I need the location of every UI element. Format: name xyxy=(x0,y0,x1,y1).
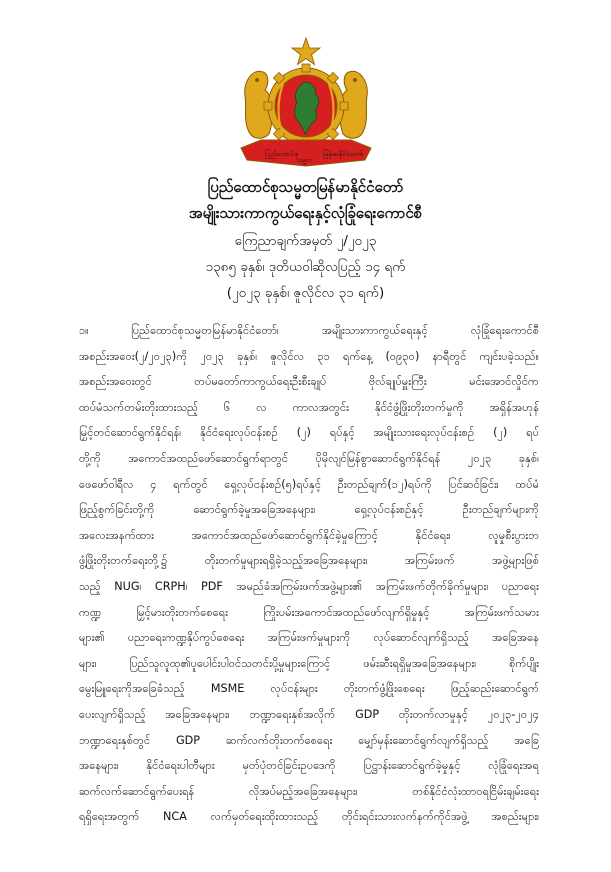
announcement-number: ကြေညာချက်အမှတ် ၂/၂၀၂၃ xyxy=(234,233,377,249)
paragraph-line: တို့ကို အကောင်အထည်ဖော်ဆောင်ရွက်ရာတွင် ပိုမိုလျင်မြန်စွာဆောင်ရွက်နိုင်ရန် ၂၀၂၃ ခုနှစ်၊ xyxy=(79,451,539,465)
paragraph-line: ဖွံ့ဖြိုးတိုးတက်ရေးတို့၌ တိုးတက်မှုများရရှိခဲ့သည့်အခြေအနေများ၊ အကြမ်းဖက် အဖွဲ့များဖြစ် xyxy=(79,554,539,568)
document-title-line1: ပြည်ထောင်စုသမ္မတမြန်မာနိုင်ငံတော် xyxy=(207,178,404,196)
seal-text-left: ပြည်ထောင်စု xyxy=(265,150,299,158)
paragraph-1 xyxy=(79,318,539,830)
paragraph-line: အလေးအနက်ထား အကောင်အထည်ဖော်ဆောင်ရွက်နိုင်ခဲ့မှုကြောင့် နိုင်ငံရေး၊ လူမှုစီးပွားဘ xyxy=(79,528,539,542)
seal-text-right: မြန်မာနိုင်ငံတော် xyxy=(323,150,364,158)
paragraph-line: မြှင့်တင်ဆောင်ရွက်နိုင်ရန်၊ နိုင်ငံရေးလုပ်ငန်းစဉ် (၂) ရပ်နှင့် အမျိုးသားရေးလုပ်ငန်းစဉ် (၂) ရပ် xyxy=(79,426,539,440)
paragraph-line: ကဏ္ဍ မြှင့်မားတိုးတက်စေရေး ကြိုးပမ်းအကောင်အထည်ဖော်လျက်ရှိမှုနှင့် အကြမ်းဖက်သမား xyxy=(79,605,539,619)
paragraph-line: အနေများ၊ နိုင်ငံရေးပါတီများ မှတ်ပုံတင်ခြင်းဥပဒေကို ပြဋ္ဌာန်းဆောင်ရွက်ခဲ့မှုနှင့် လုံခြုံရေးအရ xyxy=(79,759,539,773)
paragraph-line: ဘဏ္ဍာရေးနှစ်တွင် GDP ဆက်လက်တိုးတက်စေရေး မျှော်မှန်းဆောင်ရွက်လျက်ရှိသည့် အခြေ xyxy=(79,733,539,747)
myanmar-date: ၁၃၈၅ ခုနှစ်၊ ဒုတိယဝါဆိုလပြည့် ၁၄ ရက် xyxy=(205,259,406,275)
paragraph-line: ထပ်မံသက်တမ်းတိုးထားသည့် ၆ လ ကာလအတွင်း နိုင်ငံဖွံ့ဖြိုးတိုးတက်မှုကို အရှိန်အဟုန် xyxy=(79,400,539,414)
paragraph-line: ဖေဖော်ဝါရီလ ၄ ရက်တွင် ရှေ့လုပ်ငန်းစဉ်(၅)ရပ်နှင့် ဦးတည်ချက်(၁၂)ရပ်ကို ပြင်ဆင်ခြင်း၊ ထပ်မံ xyxy=(79,477,539,491)
star-icon xyxy=(292,38,320,65)
paragraph-line: မွေးမြူရေးကိုအခြေခံသည့် MSME လုပ်ငန်းများ တိုးတက်ဖွံ့ဖြိုးစေရေး ဖြည့်ဆည်းဆောင်ရွက် xyxy=(79,682,539,696)
seal-text-center: သမ္မတ xyxy=(297,157,313,164)
paragraph-line: များ၊ ပြည်သူလူထု၏ပူပေါင်းပါဝင်သတင်းပို့မှုများကြောင့် ဖမ်းဆီးရရှိမှုအခြေအနေများ၊ စိုက်ပျိုး xyxy=(79,656,539,670)
state-seal-emblem xyxy=(239,36,373,168)
gregorian-date: (၂၀၂၃ ခုနှစ်၊ ဇူလိုင်လ ၃၁ ရက်) xyxy=(226,285,385,301)
paragraph-line: အစည်းအဝေး(၂/၂၀၂၃)ကို ၂၀၂၃ ခုနှစ်၊ ဇူလိုင်လ ၃၁ ရက်နေ့ (၀၉၃၀) နာရီတွင် ကျင်းပခဲ့သည်။ xyxy=(79,349,539,363)
paragraph-line: ဖြည့်စွက်ခြင်းတို့ကို ဆောင်ရွက်ခဲ့မှုအခြေအနေများ၊ ရှေ့လုပ်ငန်းစဉ်နှင့် ဦးတည်ချက်များကို xyxy=(79,503,539,517)
paragraph-line: အစည်းအဝေးတွင် တပ်မတော်ကာကွယ်ရေးဦးစီးချုပ် ဗိုလ်ချုပ်မှူးကြီး မင်းအောင်လှိုင်က xyxy=(79,375,539,389)
paragraph-line: ပေးလျက်ရှိသည့် အခြေအနေများ၊ ဘဏ္ဍာရေးနှစ်အလိုက် GDP တိုးတက်လာမှုနှင့် ၂၀၂၃-၂၀၂၄ xyxy=(79,707,539,721)
paragraph-line: သည့် NUG၊ CRPH၊ PDF အမည်ခံအကြမ်းဖက်အဖွဲ့များ၏ အကြမ်းဖက်တိုက်ခိုက်မှုများ၊ ပညာရေး xyxy=(79,579,539,593)
document-title-line2: အမျိုးသားကာကွယ်ရေးနှင့်လုံခြုံရေးကောင်စီ xyxy=(188,204,423,222)
paragraph-line: ရရှိရေးအတွက် NCA လက်မှတ်ရေးထိုးထားသည့် တိုင်းရင်းသားလက်နက်ကိုင်အဖွဲ့ အစည်းများ၊ xyxy=(79,810,539,824)
paragraph-line: များ၏ ပညာရေးကဏ္ဍနှိပ်ကွပ်စေရေး အကြမ်းဖက်မှုများကို လုပ်ဆောင်လျက်ရှိသည့် အခြေအနေ xyxy=(79,631,539,645)
paragraph-line: ဆက်လက်ဆောင်ရွက်ပေးရန် လိုအပ်မည့်အခြေအနေများ၊ တစ်နိုင်ငံလုံးထာဝရငြိမ်းချမ်းရေး xyxy=(79,784,539,798)
paragraph-number: ၁။ xyxy=(79,324,89,337)
paragraph-line: ၁။ ပြည်ထောင်စုသမ္မတမြန်မာနိုင်ငံတော်၊ အမျိုးသားကာကွယ်ရေးနှင့် လုံခြုံရေးကောင်စီ xyxy=(79,318,539,344)
